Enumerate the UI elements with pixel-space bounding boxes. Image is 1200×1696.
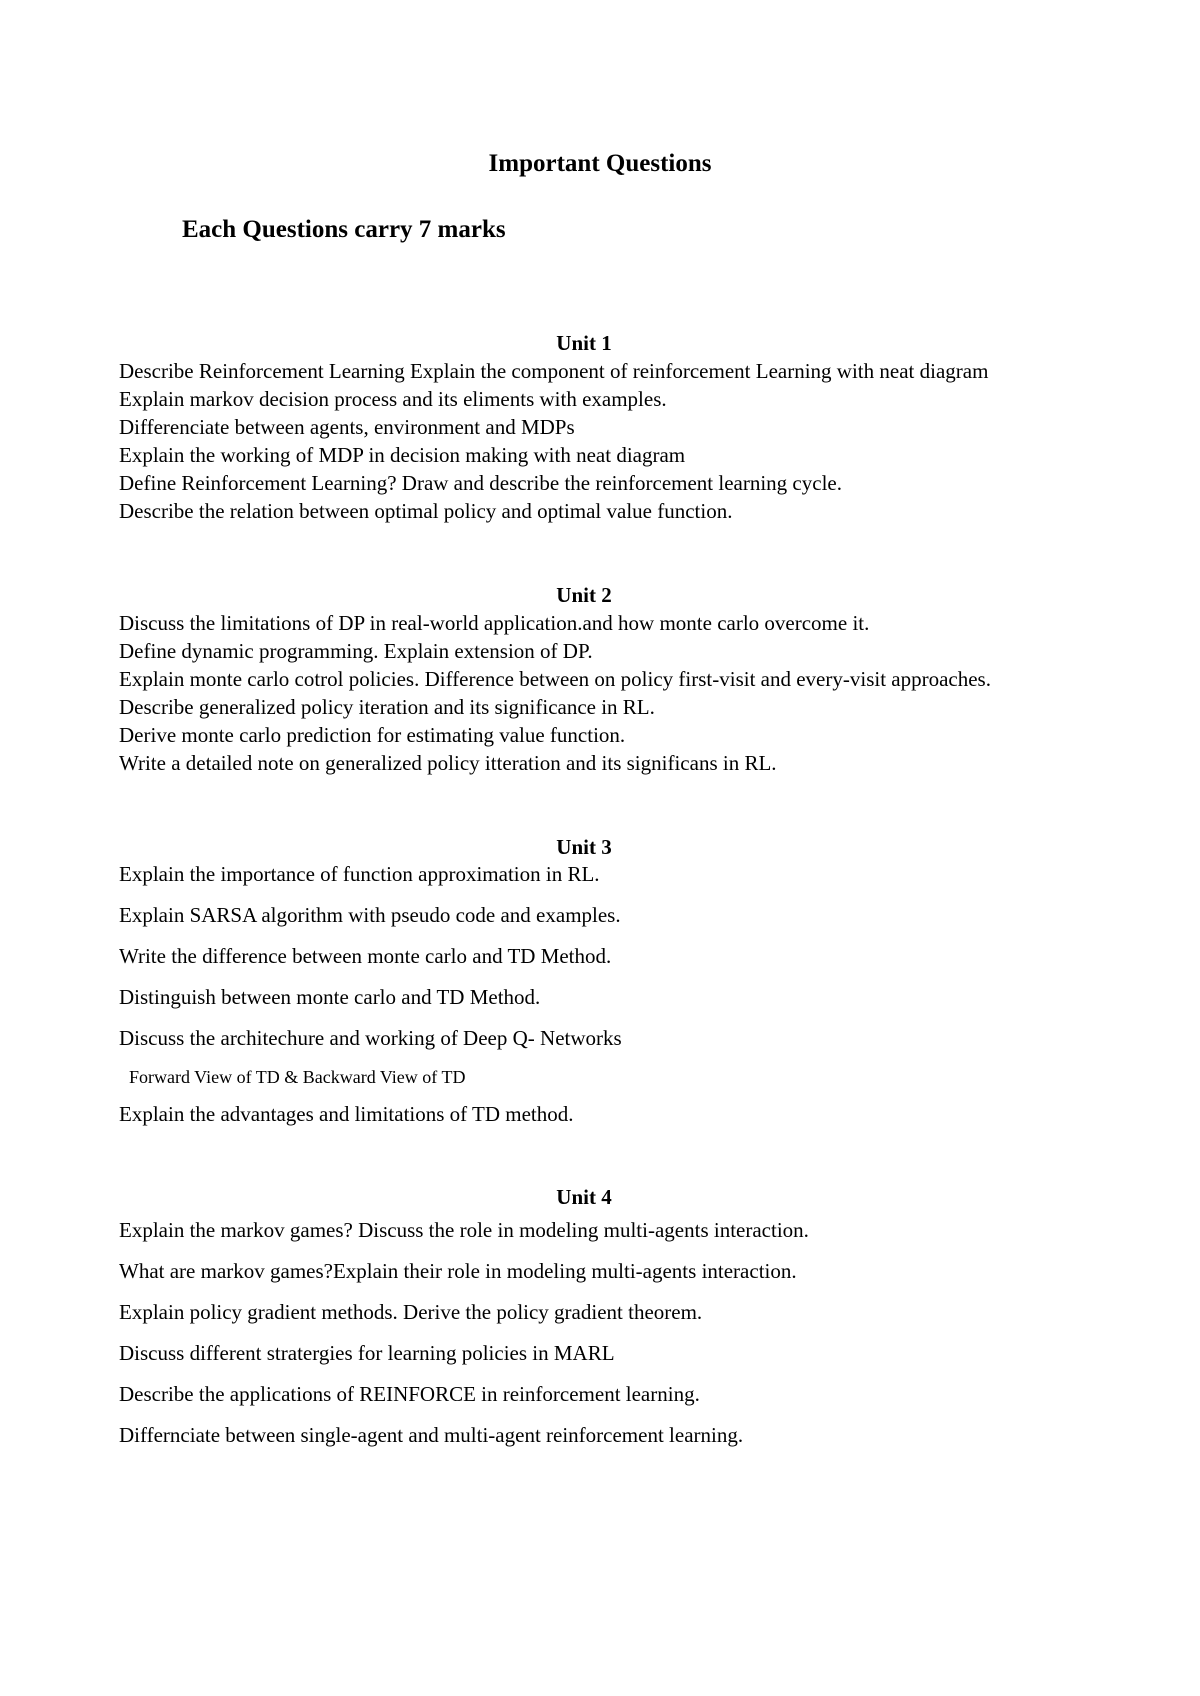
question-item: Discuss different stratergies for learning policies in MARL — [119, 1341, 615, 1365]
question-item: Write a detailed note on generalized policy itteration and its significans in RL. — [119, 751, 777, 775]
question-item: Explain policy gradient methods. Derive the policy gradient theorem. — [119, 1300, 703, 1324]
question-item: Explain the markov games? Discuss the role in modeling multi-agents interaction. — [119, 1218, 809, 1242]
question-item: Define Reinforcement Learning? Draw and describe the reinforcement learning cycle. — [119, 471, 842, 495]
question-item: Describe the applications of REINFORCE in reinforcement learning. — [119, 1382, 700, 1406]
question-item: Write the difference between monte carlo and TD Method. — [119, 944, 612, 968]
unit-heading: Unit 2 — [556, 583, 612, 607]
question-item: Distinguish between monte carlo and TD Method. — [119, 985, 541, 1009]
unit-heading: Unit 4 — [556, 1185, 612, 1209]
question-item: Describe Reinforcement Learning Explain the component of reinforcement Learning with neat diagram — [119, 359, 989, 383]
question-item: Explain monte carlo cotrol policies. Difference between on policy first-visit and every-visit approaches. — [119, 667, 991, 691]
question-item: Forward View of TD & Backward View of TD — [129, 1067, 466, 1087]
question-item: Differenciate between agents, environment and MDPs — [119, 415, 575, 439]
question-item: Discuss the limitations of DP in real-world application.and how monte carlo overcome it. — [119, 611, 870, 635]
question-item: Explain the working of MDP in decision making with neat diagram — [119, 443, 686, 467]
question-item: Derive monte carlo prediction for estimating value function. — [119, 723, 626, 747]
unit-4-section — [119, 1184, 1049, 1462]
unit-3-section — [119, 834, 1049, 1141]
unit-1-section — [119, 330, 1049, 525]
unit-heading: Unit 1 — [556, 331, 612, 355]
question-item: Explain the advantages and limitations of TD method. — [119, 1102, 574, 1126]
question-item: Describe generalized policy iteration and its significance in RL. — [119, 695, 655, 719]
unit-heading: Unit 3 — [556, 835, 612, 859]
question-item: Describe the relation between optimal policy and optimal value function. — [119, 499, 733, 523]
question-item: Differnciate between single-agent and multi-agent reinforcement learning. — [119, 1423, 744, 1447]
unit-2-section — [119, 582, 1049, 777]
question-item: What are markov games?Explain their role in modeling multi-agents interaction. — [119, 1259, 797, 1283]
page-title: Important Questions — [488, 150, 712, 177]
question-item: Explain SARSA algorithm with pseudo code and examples. — [119, 903, 621, 927]
question-item: Define dynamic programming. Explain extension of DP. — [119, 639, 593, 663]
question-item: Explain the importance of function approximation in RL. — [119, 862, 600, 886]
question-item: Explain markov decision process and its eliments with examples. — [119, 387, 667, 411]
question-item: Discuss the architechure and working of Deep Q- Networks — [119, 1026, 622, 1050]
page-subtitle: Each Questions carry 7 marks — [182, 216, 506, 243]
